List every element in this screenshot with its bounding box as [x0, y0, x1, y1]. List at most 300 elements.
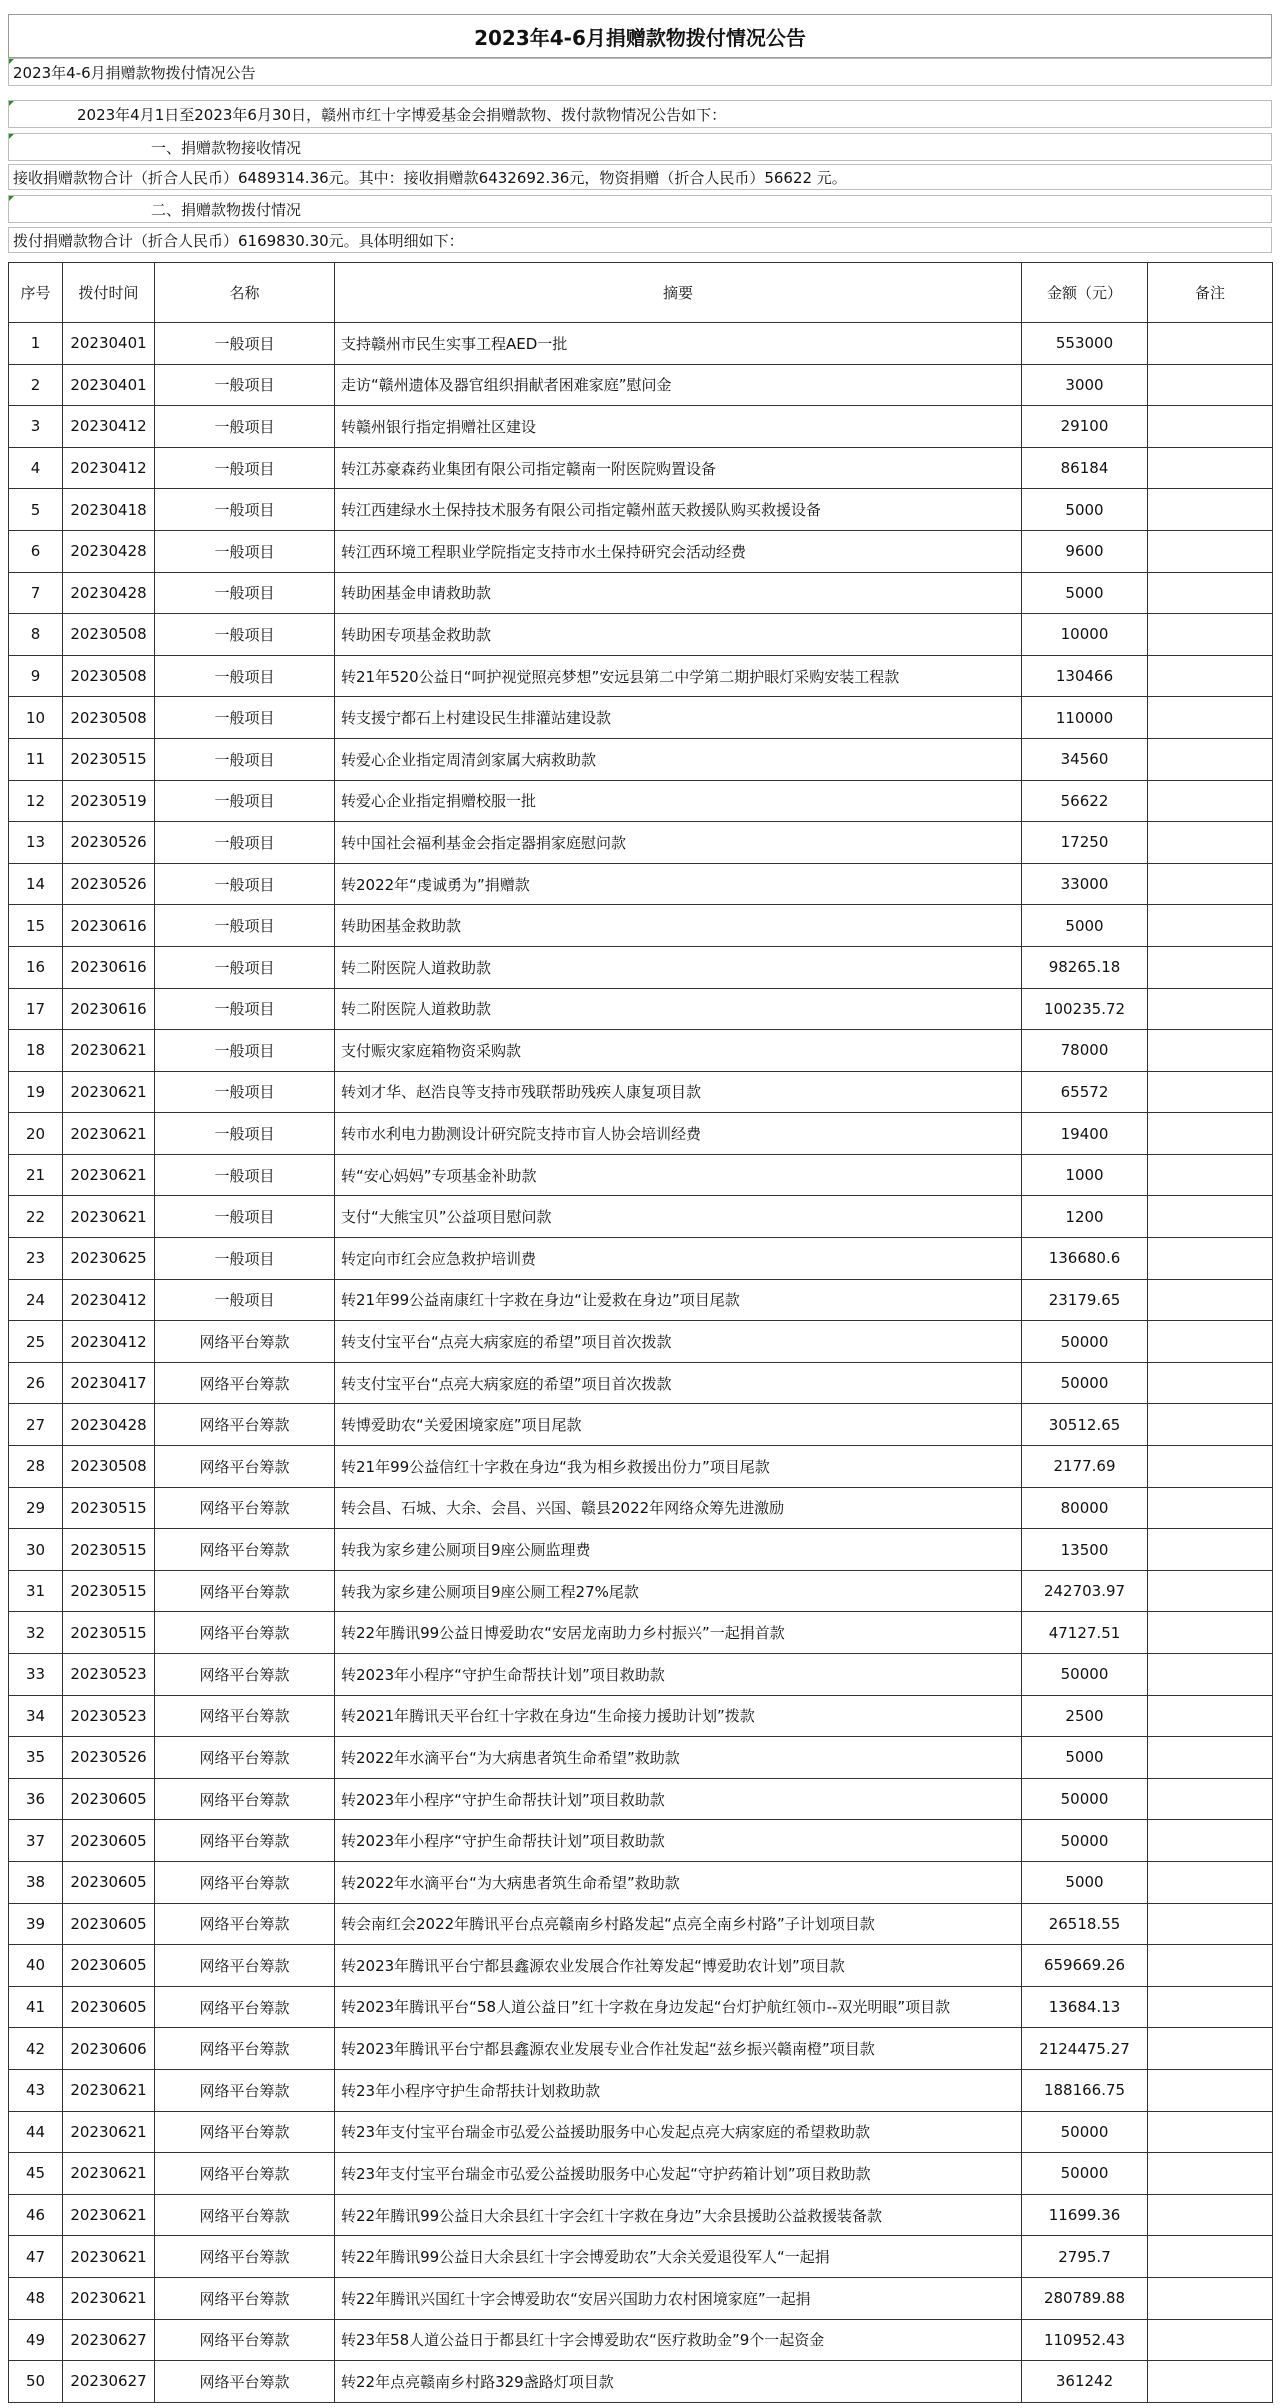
cell-remark [1148, 1737, 1273, 1779]
cell-date: 20230526 [63, 822, 155, 864]
cell-name: 网络平台筹款 [155, 1903, 335, 1945]
cell-name: 网络平台筹款 [155, 2069, 335, 2111]
cell-summary: 转2023年小程序“守护生命帮扶计划”项目救助款 [335, 1778, 1022, 1820]
cell-index: 40 [9, 1945, 63, 1987]
cell-date: 20230508 [63, 614, 155, 656]
cell-summary: 转我为家乡建公厕项目9座公厕监理费 [335, 1529, 1022, 1571]
cell-amount: 5000 [1022, 489, 1148, 531]
table-row [9, 1071, 1273, 1113]
cell-amount: 5000 [1022, 572, 1148, 614]
cell-index: 35 [9, 1737, 63, 1779]
cell-date: 20230606 [63, 2028, 155, 2070]
cell-name: 一般项目 [155, 1154, 335, 1196]
cell-date: 20230621 [63, 1113, 155, 1155]
table-row [9, 1113, 1273, 1155]
cell-name: 一般项目 [155, 946, 335, 988]
cell-amount: 361242 [1022, 2361, 1148, 2403]
cell-amount: 280789.88 [1022, 2277, 1148, 2319]
cell-date: 20230523 [63, 1654, 155, 1696]
cell-remark [1148, 447, 1273, 489]
table-row [9, 2028, 1273, 2070]
cell-date: 20230627 [63, 2319, 155, 2361]
cell-summary: 转支援宁都石上村建设民生排灌站建设款 [335, 697, 1022, 739]
cell-name: 网络平台筹款 [155, 1986, 335, 2028]
cell-amount: 86184 [1022, 447, 1148, 489]
cell-remark [1148, 323, 1273, 365]
cell-index: 7 [9, 572, 63, 614]
cell-name: 网络平台筹款 [155, 1487, 335, 1529]
cell-index: 1 [9, 323, 63, 365]
cell-remark [1148, 2277, 1273, 2319]
cell-index: 31 [9, 1570, 63, 1612]
cell-remark [1148, 1529, 1273, 1571]
cell-amount: 47127.51 [1022, 1612, 1148, 1654]
cell-summary: 转22年腾讯99公益日大余县红十字会博爱助农”大余关爱退役军人“一起捐 [335, 2236, 1022, 2278]
cell-summary: 转爱心企业指定捐赠校服一批 [335, 780, 1022, 822]
cell-index: 10 [9, 697, 63, 739]
cell-summary: 转23年支付宝平台瑞金市弘爱公益援助服务中心发起“守护药箱计划”项目救助款 [335, 2153, 1022, 2195]
cell-date: 20230621 [63, 1154, 155, 1196]
cell-summary: 转2022年水滴平台“为大病患者筑生命希望”救助款 [335, 1737, 1022, 1779]
cell-index: 42 [9, 2028, 63, 2070]
cell-summary: 转会南红会2022年腾讯平台点亮赣南乡村路发起“点亮全南乡村路”子计划项目款 [335, 1903, 1022, 1945]
cell-index: 27 [9, 1404, 63, 1446]
table-row [9, 1362, 1273, 1404]
cell-amount: 100235.72 [1022, 988, 1148, 1030]
cell-index: 18 [9, 1030, 63, 1072]
cell-name: 网络平台筹款 [155, 2361, 335, 2403]
header-remark: 备注 [1148, 263, 1273, 323]
cell-amount: 98265.18 [1022, 946, 1148, 988]
cell-remark [1148, 655, 1273, 697]
cell-name: 网络平台筹款 [155, 2236, 335, 2278]
cell-name: 网络平台筹款 [155, 2319, 335, 2361]
cell-remark [1148, 530, 1273, 572]
cell-name: 一般项目 [155, 447, 335, 489]
cell-date: 20230523 [63, 1695, 155, 1737]
cell-name: 网络平台筹款 [155, 1945, 335, 1987]
cell-index: 19 [9, 1071, 63, 1113]
cell-date: 20230418 [63, 489, 155, 531]
cell-date: 20230605 [63, 1986, 155, 2028]
cell-date: 20230526 [63, 863, 155, 905]
table-row [9, 863, 1273, 905]
cell-index: 44 [9, 2111, 63, 2153]
cell-summary: 转22年腾讯99公益日大余县红十字会红十字救在身边”大余县援助公益救援装备款 [335, 2194, 1022, 2236]
cell-amount: 13684.13 [1022, 1986, 1148, 2028]
cell-date: 20230616 [63, 946, 155, 988]
cell-amount: 17250 [1022, 822, 1148, 864]
cell-summary: 转21年99公益南康红十字救在身边“让爱救在身边”项目尾款 [335, 1279, 1022, 1321]
cell-date: 20230417 [63, 1362, 155, 1404]
cell-amount: 78000 [1022, 1030, 1148, 1072]
table-row [9, 1820, 1273, 1862]
cell-date: 20230605 [63, 1820, 155, 1862]
table-row [9, 447, 1273, 489]
page-title: 2023年4-6月捐赠款物拨付情况公告 [8, 14, 1272, 58]
cell-amount: 2795.7 [1022, 2236, 1148, 2278]
cell-amount: 50000 [1022, 2153, 1148, 2195]
cell-remark [1148, 863, 1273, 905]
cell-remark [1148, 1986, 1273, 2028]
cell-index: 15 [9, 905, 63, 947]
cell-index: 14 [9, 863, 63, 905]
cell-date: 20230526 [63, 1737, 155, 1779]
cell-summary: 转2023年小程序“守护生命帮扶计划”项目救助款 [335, 1820, 1022, 1862]
cell-index: 28 [9, 1446, 63, 1488]
cell-summary: 转爱心企业指定周清剑家属大病救助款 [335, 738, 1022, 780]
table-row [9, 780, 1273, 822]
cell-summary: 支付“大熊宝贝”公益项目慰问款 [335, 1196, 1022, 1238]
cell-remark [1148, 1404, 1273, 1446]
cell-remark [1148, 1030, 1273, 1072]
table-row [9, 1487, 1273, 1529]
cell-date: 20230412 [63, 1321, 155, 1363]
cell-index: 5 [9, 489, 63, 531]
cell-index: 41 [9, 1986, 63, 2028]
cell-remark [1148, 905, 1273, 947]
cell-summary: 转22年点亮赣南乡村路329盏路灯项目款 [335, 2361, 1022, 2403]
cell-summary: 转“安心妈妈”专项基金补助款 [335, 1154, 1022, 1196]
cell-amount: 50000 [1022, 1654, 1148, 1696]
cell-name: 网络平台筹款 [155, 1695, 335, 1737]
intro-row: 2023年4月1日至2023年6月30日，赣州市红十字博爱基金会捐赠款物、拨付款物情况公告如下： [8, 100, 1272, 128]
cell-remark [1148, 1113, 1273, 1155]
cell-summary: 转2023年腾讯平台宁都县鑫源农业发展合作社筹发起“博爱助农计划”项目款 [335, 1945, 1022, 1987]
cell-index: 2 [9, 364, 63, 406]
table-row [9, 1404, 1273, 1446]
cell-amount: 26518.55 [1022, 1903, 1148, 1945]
cell-remark [1148, 2319, 1273, 2361]
cell-remark [1148, 364, 1273, 406]
cell-index: 8 [9, 614, 63, 656]
table-row [9, 1279, 1273, 1321]
cell-name: 一般项目 [155, 323, 335, 365]
cell-index: 3 [9, 406, 63, 448]
cell-amount: 34560 [1022, 738, 1148, 780]
cell-name: 网络平台筹款 [155, 1404, 335, 1446]
table-row [9, 1695, 1273, 1737]
cell-summary: 转2023年腾讯平台宁都县鑫源农业发展专业合作社发起“兹乡振兴赣南橙”项目款 [335, 2028, 1022, 2070]
cell-summary: 支持赣州市民生实事工程AED一批 [335, 323, 1022, 365]
cell-amount: 110000 [1022, 697, 1148, 739]
cell-amount: 136680.6 [1022, 1238, 1148, 1280]
cell-remark [1148, 1778, 1273, 1820]
cell-index: 20 [9, 1113, 63, 1155]
cell-amount: 5000 [1022, 1737, 1148, 1779]
cell-amount: 659669.26 [1022, 1945, 1148, 1987]
cell-summary: 转23年小程序守护生命帮扶计划救助款 [335, 2069, 1022, 2111]
table-row [9, 2069, 1273, 2111]
cell-date: 20230621 [63, 2277, 155, 2319]
cell-amount: 65572 [1022, 1071, 1148, 1113]
cell-date: 20230508 [63, 1446, 155, 1488]
cell-name: 网络平台筹款 [155, 2194, 335, 2236]
cell-name: 网络平台筹款 [155, 2277, 335, 2319]
table-row [9, 822, 1273, 864]
cell-name: 一般项目 [155, 489, 335, 531]
cell-remark [1148, 2153, 1273, 2195]
table-row [9, 2319, 1273, 2361]
cell-name: 一般项目 [155, 1238, 335, 1280]
cell-amount: 50000 [1022, 1362, 1148, 1404]
cell-index: 17 [9, 988, 63, 1030]
section1-text: 接收捐赠款物合计（折合人民币）6489314.36元。其中：接收捐赠款6432692.36元，物资捐赠（折合人民币）56622 元。 [8, 164, 1272, 190]
cell-index: 22 [9, 1196, 63, 1238]
table-row [9, 530, 1273, 572]
cell-amount: 30512.65 [1022, 1404, 1148, 1446]
header-summary: 摘要 [335, 263, 1022, 323]
cell-summary: 转助困专项基金救助款 [335, 614, 1022, 656]
cell-index: 26 [9, 1362, 63, 1404]
cell-index: 46 [9, 2194, 63, 2236]
table-row [9, 2153, 1273, 2195]
header-name: 名称 [155, 263, 335, 323]
cell-name: 网络平台筹款 [155, 1654, 335, 1696]
cell-date: 20230621 [63, 1030, 155, 1072]
cell-summary: 转助困基金申请救助款 [335, 572, 1022, 614]
cell-index: 16 [9, 946, 63, 988]
header-date: 拨付时间 [63, 263, 155, 323]
cell-amount: 2177.69 [1022, 1446, 1148, 1488]
cell-date: 20230515 [63, 738, 155, 780]
table-row [9, 1154, 1273, 1196]
cell-date: 20230515 [63, 1612, 155, 1654]
cell-date: 20230621 [63, 2111, 155, 2153]
cell-index: 9 [9, 655, 63, 697]
cell-date: 20230428 [63, 530, 155, 572]
cell-amount: 33000 [1022, 863, 1148, 905]
cell-date: 20230428 [63, 572, 155, 614]
cell-date: 20230621 [63, 2069, 155, 2111]
cell-summary: 转2023年小程序“守护生命帮扶计划”项目救助款 [335, 1654, 1022, 1696]
cell-name: 一般项目 [155, 1196, 335, 1238]
cell-name: 网络平台筹款 [155, 2111, 335, 2153]
cell-name: 一般项目 [155, 780, 335, 822]
cell-index: 47 [9, 2236, 63, 2278]
cell-summary: 转2022年“虔诚勇为”捐赠款 [335, 863, 1022, 905]
cell-name: 一般项目 [155, 614, 335, 656]
cell-index: 34 [9, 1695, 63, 1737]
cell-date: 20230401 [63, 364, 155, 406]
cell-remark [1148, 2028, 1273, 2070]
cell-summary: 转22年腾讯兴国红十字会博爱助农“安居兴国助力农村困境家庭”一起捐 [335, 2277, 1022, 2319]
cell-remark [1148, 1903, 1273, 1945]
cell-name: 网络平台筹款 [155, 1612, 335, 1654]
cell-date: 20230428 [63, 1404, 155, 1446]
cell-summary: 转支付宝平台“点亮大病家庭的希望”项目首次拨款 [335, 1321, 1022, 1363]
cell-name: 一般项目 [155, 1030, 335, 1072]
cell-amount: 9600 [1022, 530, 1148, 572]
cell-name: 网络平台筹款 [155, 1570, 335, 1612]
cell-date: 20230605 [63, 1945, 155, 1987]
table-row [9, 1529, 1273, 1571]
cell-amount: 50000 [1022, 1778, 1148, 1820]
cell-name: 一般项目 [155, 863, 335, 905]
cell-remark [1148, 2194, 1273, 2236]
cell-name: 网络平台筹款 [155, 1362, 335, 1404]
table-row [9, 988, 1273, 1030]
cell-date: 20230515 [63, 1570, 155, 1612]
cell-name: 一般项目 [155, 988, 335, 1030]
cell-summary: 转刘才华、赵浩良等支持市残联帮助残疾人康复项目款 [335, 1071, 1022, 1113]
cell-amount: 2124475.27 [1022, 2028, 1148, 2070]
cell-index: 33 [9, 1654, 63, 1696]
cell-remark [1148, 2236, 1273, 2278]
cell-remark [1148, 2111, 1273, 2153]
cell-amount: 50000 [1022, 1321, 1148, 1363]
cell-index: 39 [9, 1903, 63, 1945]
cell-summary: 转市水利电力勘测设计研究院支持市盲人协会培训经费 [335, 1113, 1022, 1155]
cell-summary: 转2022年水滴平台“为大病患者筑生命希望”救助款 [335, 1861, 1022, 1903]
cell-summary: 转二附医院人道救助款 [335, 946, 1022, 988]
cell-summary: 转定向市红会应急救护培训费 [335, 1238, 1022, 1280]
cell-index: 13 [9, 822, 63, 864]
cell-index: 36 [9, 1778, 63, 1820]
cell-amount: 19400 [1022, 1113, 1148, 1155]
cell-date: 20230519 [63, 780, 155, 822]
cell-amount: 2500 [1022, 1695, 1148, 1737]
table-row [9, 572, 1273, 614]
cell-amount: 110952.43 [1022, 2319, 1148, 2361]
cell-name: 一般项目 [155, 530, 335, 572]
cell-amount: 130466 [1022, 655, 1148, 697]
cell-name: 网络平台筹款 [155, 2028, 335, 2070]
cell-remark [1148, 1071, 1273, 1113]
cell-index: 30 [9, 1529, 63, 1571]
cell-summary: 转江苏豪森药业集团有限公司指定赣南一附医院购置设备 [335, 447, 1022, 489]
cell-remark [1148, 2361, 1273, 2403]
cell-summary: 转二附医院人道救助款 [335, 988, 1022, 1030]
cell-index: 49 [9, 2319, 63, 2361]
cell-remark [1148, 697, 1273, 739]
cell-date: 20230627 [63, 2361, 155, 2403]
table-row [9, 406, 1273, 448]
cell-summary: 转博爱助农“关爱困境家庭”项目尾款 [335, 1404, 1022, 1446]
table-row [9, 1570, 1273, 1612]
table-row [9, 2194, 1273, 2236]
section2-text: 拨付捐赠款物合计（折合人民币）6169830.30元。具体明细如下： [8, 227, 1272, 253]
cell-date: 20230616 [63, 988, 155, 1030]
cell-name: 一般项目 [155, 738, 335, 780]
cell-amount: 553000 [1022, 323, 1148, 365]
cell-index: 29 [9, 1487, 63, 1529]
cell-remark [1148, 1279, 1273, 1321]
cell-amount: 242703.97 [1022, 1570, 1148, 1612]
cell-remark [1148, 2069, 1273, 2111]
cell-name: 一般项目 [155, 905, 335, 947]
cell-name: 一般项目 [155, 406, 335, 448]
cell-index: 50 [9, 2361, 63, 2403]
table-row [9, 2361, 1273, 2403]
cell-index: 6 [9, 530, 63, 572]
table-row [9, 1986, 1273, 2028]
table-row [9, 1778, 1273, 1820]
cell-summary: 转江西环境工程职业学院指定支持市水土保持研究会活动经费 [335, 530, 1022, 572]
cell-amount: 5000 [1022, 1861, 1148, 1903]
cell-summary: 转支付宝平台“点亮大病家庭的希望”项目首次拨款 [335, 1362, 1022, 1404]
cell-name: 一般项目 [155, 655, 335, 697]
cell-index: 37 [9, 1820, 63, 1862]
cell-index: 12 [9, 780, 63, 822]
cell-amount: 13500 [1022, 1529, 1148, 1571]
cell-name: 网络平台筹款 [155, 1321, 335, 1363]
cell-index: 45 [9, 2153, 63, 2195]
cell-remark [1148, 1945, 1273, 1987]
cell-remark [1148, 1321, 1273, 1363]
cell-summary: 转助困基金救助款 [335, 905, 1022, 947]
cell-index: 11 [9, 738, 63, 780]
cell-date: 20230605 [63, 1861, 155, 1903]
cell-summary: 转2023年腾讯平台“58人道公益日”红十字救在身边发起“台灯护航红领巾--双光明眼”项目款 [335, 1986, 1022, 2028]
cell-summary: 支付赈灾家庭箱物资采购款 [335, 1030, 1022, 1072]
cell-date: 20230412 [63, 1279, 155, 1321]
cell-index: 25 [9, 1321, 63, 1363]
cell-date: 20230508 [63, 655, 155, 697]
cell-date: 20230515 [63, 1487, 155, 1529]
table-row [9, 2111, 1273, 2153]
cell-summary: 转23年58人道公益日于都县红十字会博爱助农“医疗救助金”9个一起资金 [335, 2319, 1022, 2361]
cell-amount: 11699.36 [1022, 2194, 1148, 2236]
cell-remark [1148, 822, 1273, 864]
cell-remark [1148, 1154, 1273, 1196]
table-row [9, 946, 1273, 988]
cell-amount: 1000 [1022, 1154, 1148, 1196]
cell-name: 网络平台筹款 [155, 1737, 335, 1779]
table-row [9, 364, 1273, 406]
cell-remark [1148, 1654, 1273, 1696]
cell-amount: 10000 [1022, 614, 1148, 656]
table-row [9, 1612, 1273, 1654]
table-row [9, 323, 1273, 365]
disbursement-table [8, 262, 1273, 2403]
cell-summary: 转22年腾讯99公益日博爱助农“安居龙南助力乡村振兴”一起捐首款 [335, 1612, 1022, 1654]
cell-name: 一般项目 [155, 1279, 335, 1321]
subtitle-row: 2023年4-6月捐赠款物拨付情况公告 [8, 58, 1272, 86]
cell-date: 20230625 [63, 1238, 155, 1280]
table-row [9, 1196, 1273, 1238]
cell-name: 一般项目 [155, 364, 335, 406]
cell-summary: 转2021年腾讯天平台红十字救在身边“生命接力援助计划”拨款 [335, 1695, 1022, 1737]
cell-index: 24 [9, 1279, 63, 1321]
cell-summary: 转21年99公益信红十字救在身边“我为相乡救援出份力”项目尾款 [335, 1446, 1022, 1488]
cell-date: 20230412 [63, 406, 155, 448]
cell-name: 一般项目 [155, 697, 335, 739]
cell-name: 网络平台筹款 [155, 1861, 335, 1903]
cell-date: 20230412 [63, 447, 155, 489]
cell-name: 网络平台筹款 [155, 2153, 335, 2195]
cell-name: 一般项目 [155, 1071, 335, 1113]
cell-summary: 转赣州银行指定捐赠社区建设 [335, 406, 1022, 448]
cell-name: 一般项目 [155, 822, 335, 864]
table-row [9, 2277, 1273, 2319]
cell-remark [1148, 988, 1273, 1030]
cell-summary: 转江西建绿水土保持技术服务有限公司指定赣州蓝天救援队购买救援设备 [335, 489, 1022, 531]
cell-date: 20230621 [63, 2194, 155, 2236]
cell-summary: 转我为家乡建公厕项目9座公厕工程27%尾款 [335, 1570, 1022, 1612]
cell-date: 20230508 [63, 697, 155, 739]
cell-date: 20230605 [63, 1903, 155, 1945]
cell-index: 43 [9, 2069, 63, 2111]
section2-heading: 二、捐赠款物拨付情况 [8, 195, 1272, 223]
cell-amount: 3000 [1022, 364, 1148, 406]
cell-index: 21 [9, 1154, 63, 1196]
cell-remark [1148, 1612, 1273, 1654]
cell-amount: 5000 [1022, 905, 1148, 947]
table-row [9, 489, 1273, 531]
table-row [9, 1654, 1273, 1696]
table-row [9, 1238, 1273, 1280]
